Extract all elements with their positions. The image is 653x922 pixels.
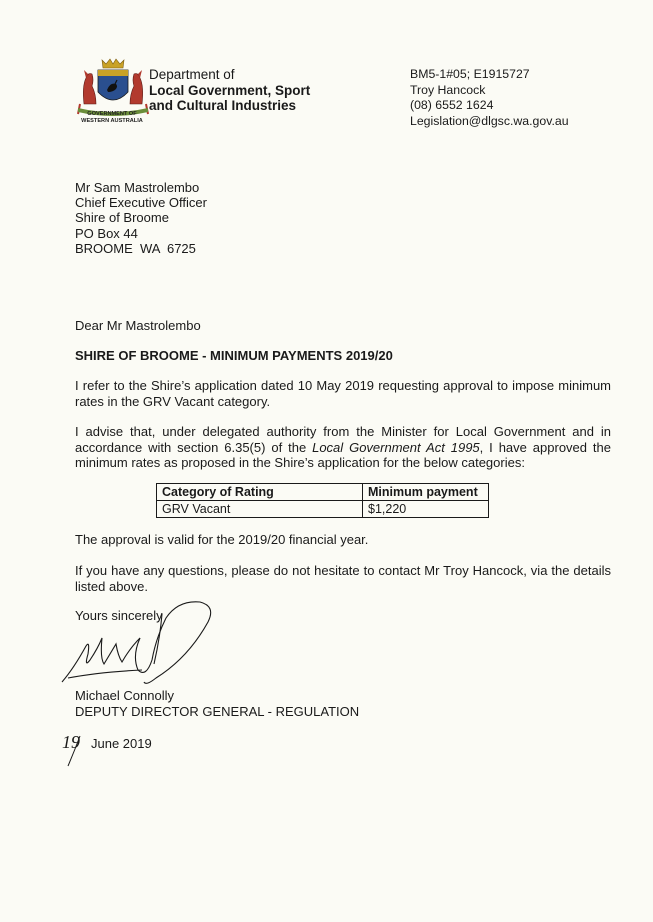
recipient-locality: BROOME WA 6725 (75, 240, 196, 256)
paragraph-4: If you have any questions, please do not hesitate to contact Mr Troy Hancock, via the details listed above. (75, 563, 611, 594)
handwritten-date-day: 19 (62, 732, 80, 752)
recipient-address (75, 180, 207, 256)
salutation: Dear Mr Mastrolembo (75, 318, 201, 333)
table-header-row (157, 484, 489, 501)
paragraph-2 (75, 424, 611, 471)
table-row (157, 501, 489, 518)
phone-value: (08) 6552 1624 (410, 98, 494, 113)
department-line-2: Local Government, Sport (149, 82, 311, 98)
paragraph-1: I refer to the Shire’s application dated 10 May 2019 requesting approval to impose minimum rates in the GRV Vacant category. (75, 378, 611, 409)
closing: Yours sincerely (75, 608, 163, 623)
table-header-minimum-payment: Minimum payment (363, 484, 489, 501)
paragraph-2-part-a: I advise that, under delegated authority from the Minister for Local Government and in accordance with section 6.35(5) of the (75, 424, 611, 455)
minimum-payments-table (156, 483, 489, 518)
crest-caption-line-1: GOVERNMENT OF (87, 111, 137, 117)
table-cell-minimum-payment: $1,220 (363, 501, 489, 518)
department-line-1: Department of (149, 67, 235, 82)
table-header-category: Category of Rating (157, 484, 363, 501)
handwritten-signature (60, 598, 220, 690)
crest-caption-line-2: WESTERN AUSTRALIA (81, 117, 143, 124)
recipient-po-box: PO Box 44 (75, 225, 138, 241)
enquiries-value: Troy Hancock (410, 82, 486, 97)
recipient-title: Chief Executive Officer (75, 195, 207, 211)
our-ref-value: BM5-1#05; E1915727 (410, 67, 530, 81)
handwritten-date (60, 728, 94, 768)
crest-caption (72, 111, 152, 124)
email-value[interactable]: Legislation@dlgsc.wa.gov.au (410, 113, 569, 128)
paragraph-3: The approval is valid for the 2019/20 financial year. (75, 532, 369, 547)
act-title: Local Government Act 1995 (312, 439, 480, 455)
letter-date: June 2019 (91, 736, 152, 751)
signatory-name: Michael Connolly (75, 688, 174, 703)
recipient-name: Mr Sam Mastrolembo (75, 180, 200, 195)
subject-line: SHIRE OF BROOME - MINIMUM PAYMENTS 2019/20 (75, 348, 393, 363)
department-line-3: and Cultural Industries (149, 98, 297, 113)
recipient-organisation: Shire of Broome (75, 210, 169, 226)
paragraph-2-part-b: , I have approved the minimum rates as proposed in the Shire’s application for the below categories: (75, 439, 611, 470)
department-name (149, 67, 310, 114)
signatory-title: DEPUTY DIRECTOR GENERAL - REGULATION (75, 704, 360, 719)
table-cell-category: GRV Vacant (157, 501, 363, 518)
